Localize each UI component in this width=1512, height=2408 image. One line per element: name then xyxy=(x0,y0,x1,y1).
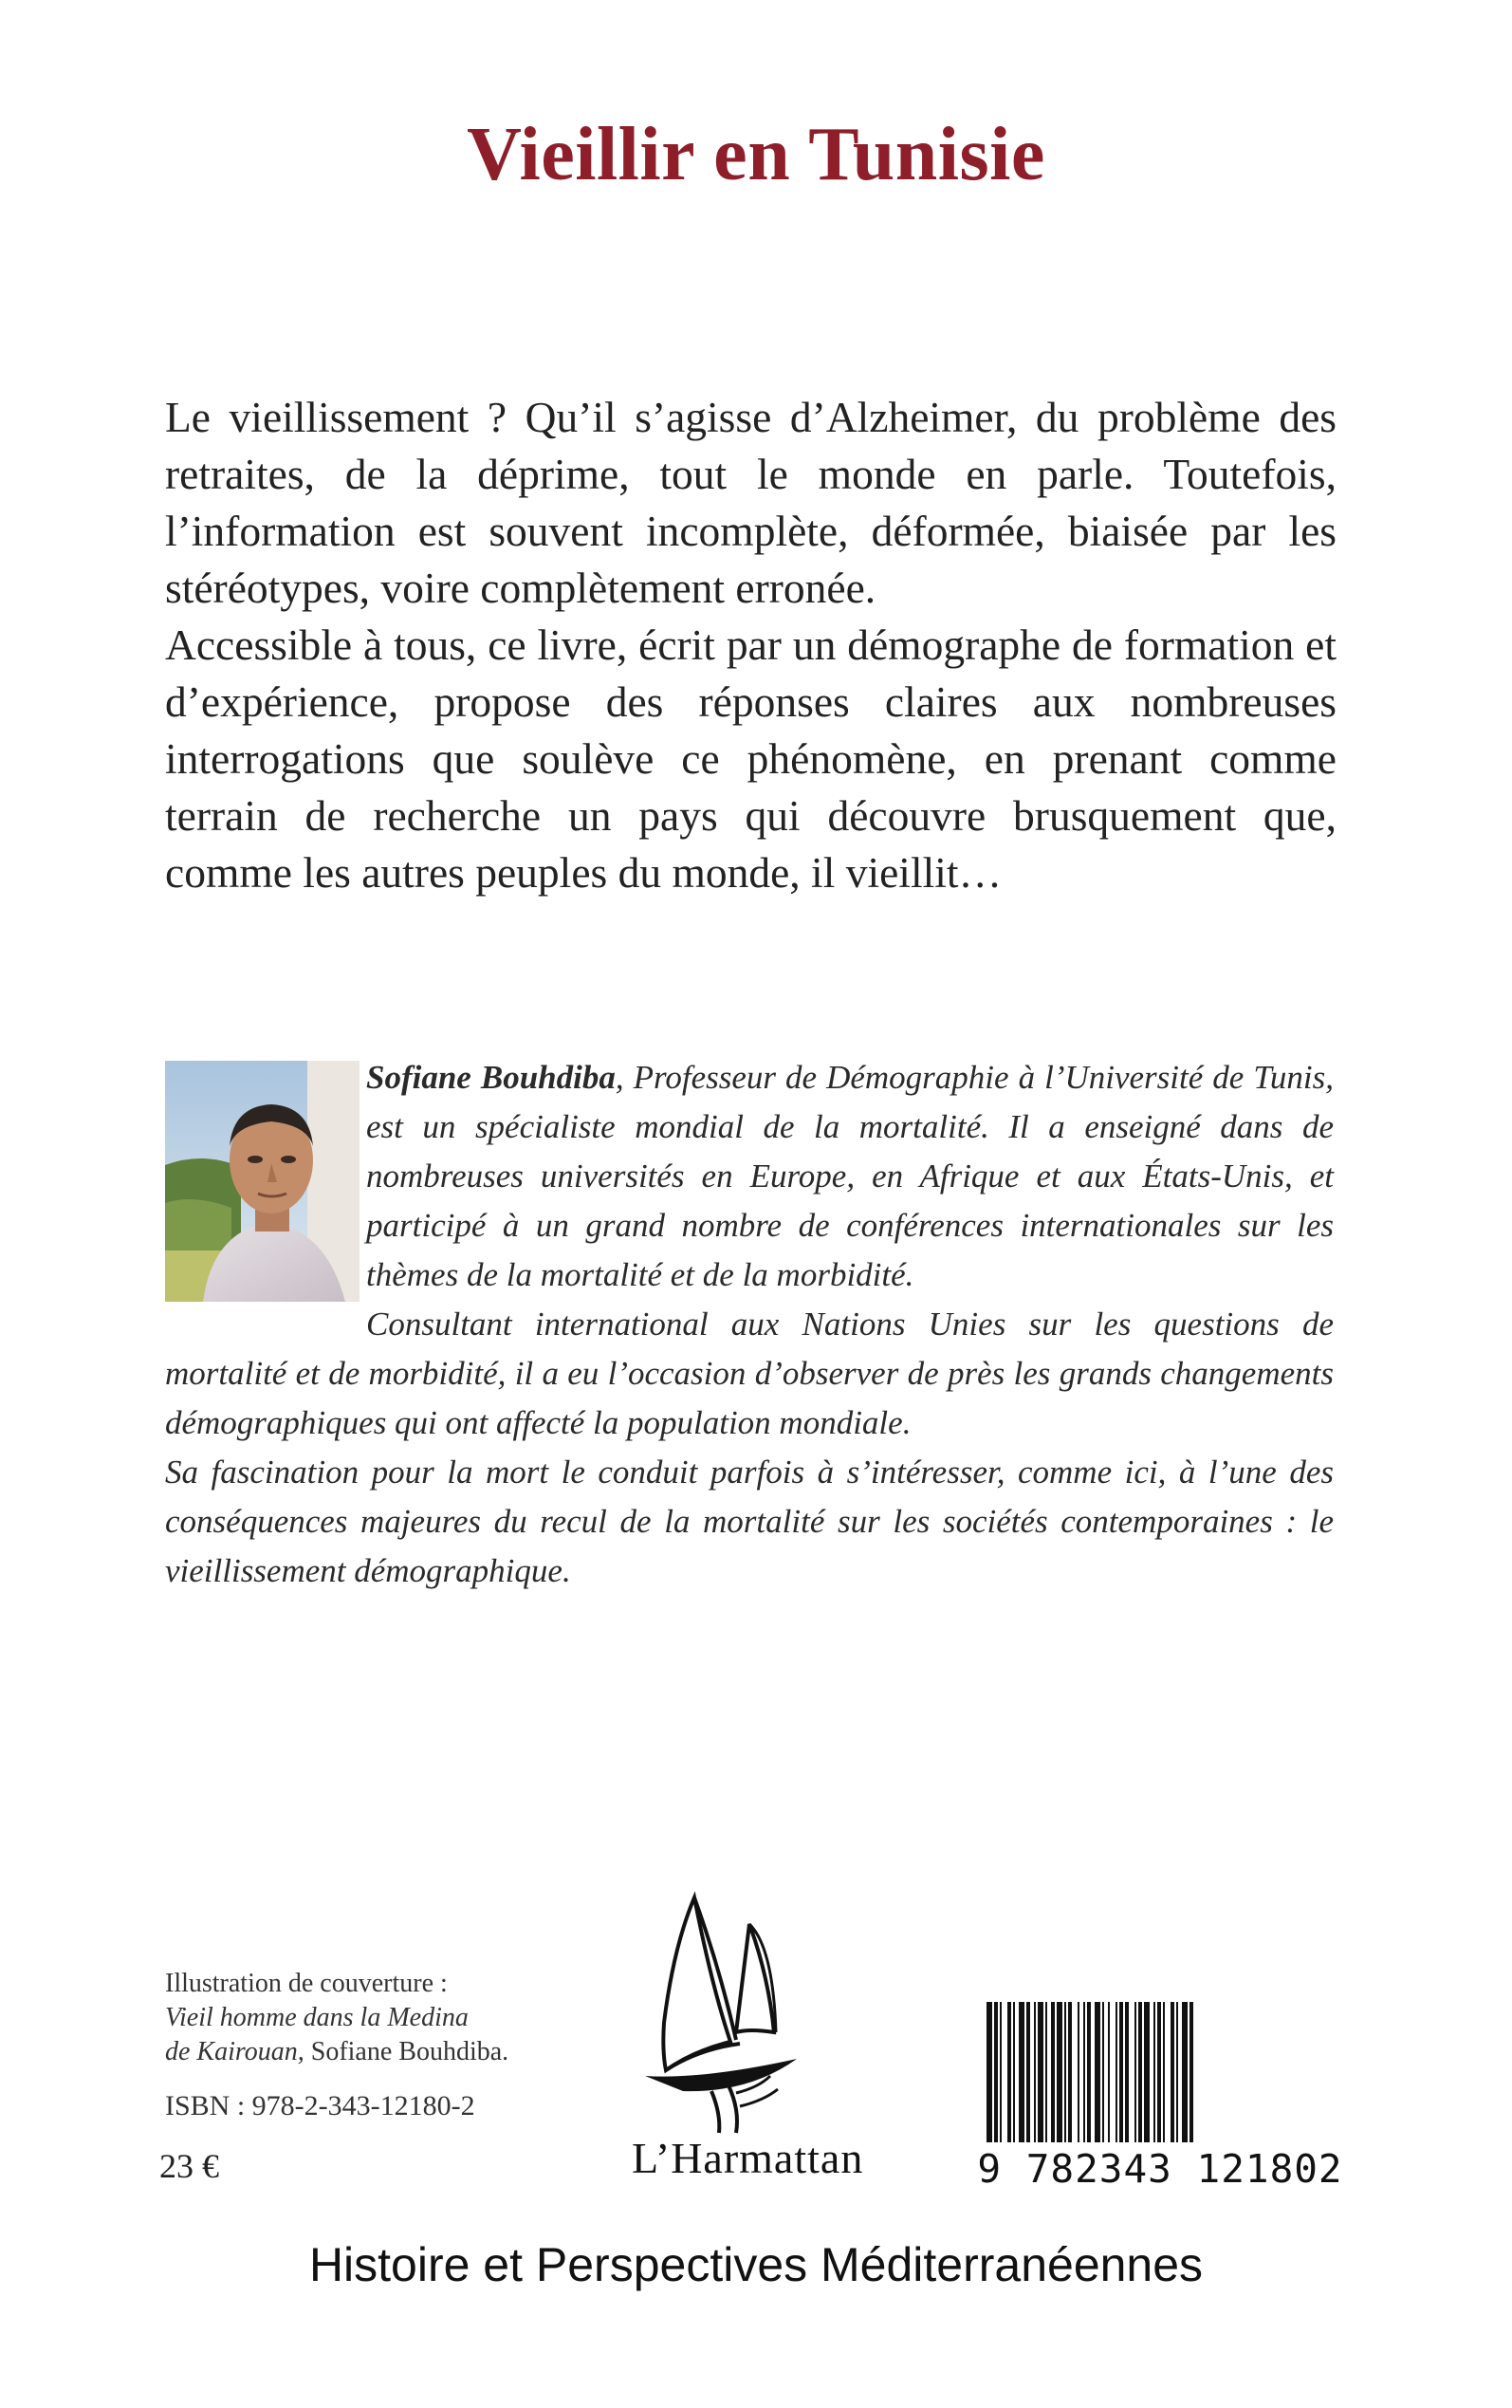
credits-label: Illustration de couverture : xyxy=(165,1969,448,1998)
book-title: Vieillir en Tunisie xyxy=(467,113,1045,196)
author-photo xyxy=(165,1061,360,1302)
barcode-digits: 9 782343 121802 xyxy=(977,2146,1343,2192)
summary-paragraph: Accessible à tous, ce livre, écrit par un démographe de formation et d’expérience, propose des réponses claires aux nombreuses interrogations que soulève ce phénomène, en prenant comme terrain de recherche un pays qui découvre brusquement que, comme les autres peuples du monde, il vieillit… xyxy=(165,621,1337,897)
price: 23 € xyxy=(159,2147,219,2185)
bio-paragraph: Consultant international aux Nations Unies sur les questions de mortalité et de morbidité, il a eu l’occasion d’observer de près les grands changements démographiques qui ont affecté la population mondiale. xyxy=(165,1306,1334,1441)
publisher-name: L’Harmattan xyxy=(632,2134,864,2182)
credits-line xyxy=(165,2035,601,2069)
credits-work-title: Vieil homme dans la Medina xyxy=(165,2003,469,2032)
barcode-icon xyxy=(983,2002,1343,2163)
author-name: Sofiane Bouhdiba xyxy=(366,1059,616,1096)
credits-work-title: de Kairouan, xyxy=(165,2037,304,2066)
series-name: Histoire et Perspectives Méditerranéennes xyxy=(308,2238,1204,2291)
summary-paragraph: Le vieillissement ? Qu’il s’agisse d’Alzheimer, du problème des retraites, de la déprime, tout le monde en parle. Toutefois, l’information est souvent incomplète, déformée, biaisée par les stéréotypes, voire complètement erronée. xyxy=(165,393,1337,612)
cover-credits xyxy=(165,1967,601,2069)
back-cover-summary xyxy=(165,389,1337,901)
bio-text: , Professeur de Démographie à l’Université de Tunis, est un spécialiste mondial de la mortalité. Il a enseigné dans de nombreuses universités en Europe, en Afrique et aux États-Unis, et participé à un grand nombre de conférences internationales sur les thèmes de la mortalité et de la morbidité. xyxy=(366,1059,1334,1293)
bio-paragraph: Sa fascination pour la mort le conduit parfois à s’intéresser, comme ici, à l’une des conséquences majeures du recul de la mortalité sur les sociétés contemporaines : le vieillissement démographique. xyxy=(165,1454,1334,1589)
isbn: ISBN : 978-2-343-12180-2 xyxy=(165,2090,475,2121)
credits-name: Sofiane Bouhdiba. xyxy=(304,2037,509,2066)
